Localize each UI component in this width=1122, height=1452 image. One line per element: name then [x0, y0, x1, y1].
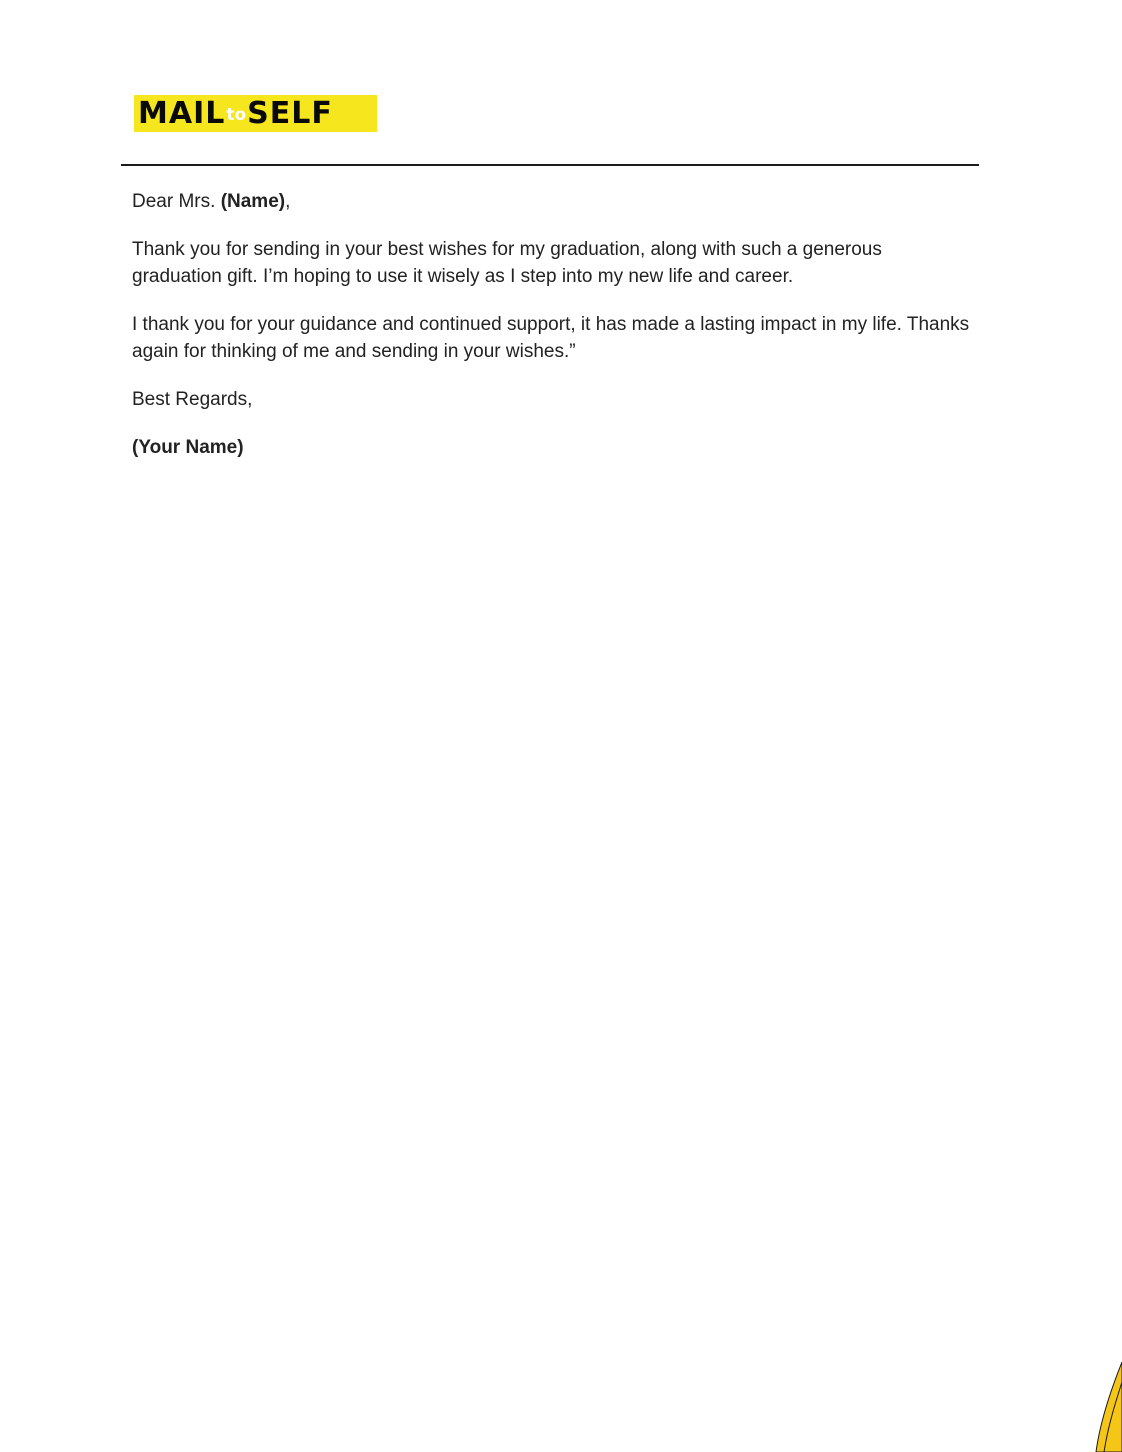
- logo-text-right: SELF: [247, 96, 333, 131]
- logo-text-middle: to: [226, 105, 247, 125]
- salutation: [132, 188, 972, 215]
- logo-wordmark: [138, 98, 333, 129]
- letter-body: [132, 188, 972, 482]
- salutation-name: (Name): [220, 191, 286, 212]
- paragraph-1: Thank you for sending in your best wishes for my graduation, along with such a generous graduation gift. I’m hoping to use it wisely as I step into my new life and career.: [132, 239, 882, 287]
- logo-text-left: MAIL: [138, 96, 226, 131]
- header-divider: [121, 164, 979, 166]
- salutation-prefix: Dear Mrs.: [132, 191, 216, 212]
- corner-decoration: [1092, 1362, 1122, 1452]
- salutation-suffix: ,: [285, 191, 291, 212]
- mail-to-self-logo: [134, 95, 377, 132]
- paragraph-2: I thank you for your guidance and continued support, it has made a lasting impact in my life. Thanks again for thinking of me and sending in your wishes.”: [132, 314, 970, 362]
- signature: (Your Name): [132, 437, 244, 458]
- closing: Best Regards,: [132, 389, 253, 410]
